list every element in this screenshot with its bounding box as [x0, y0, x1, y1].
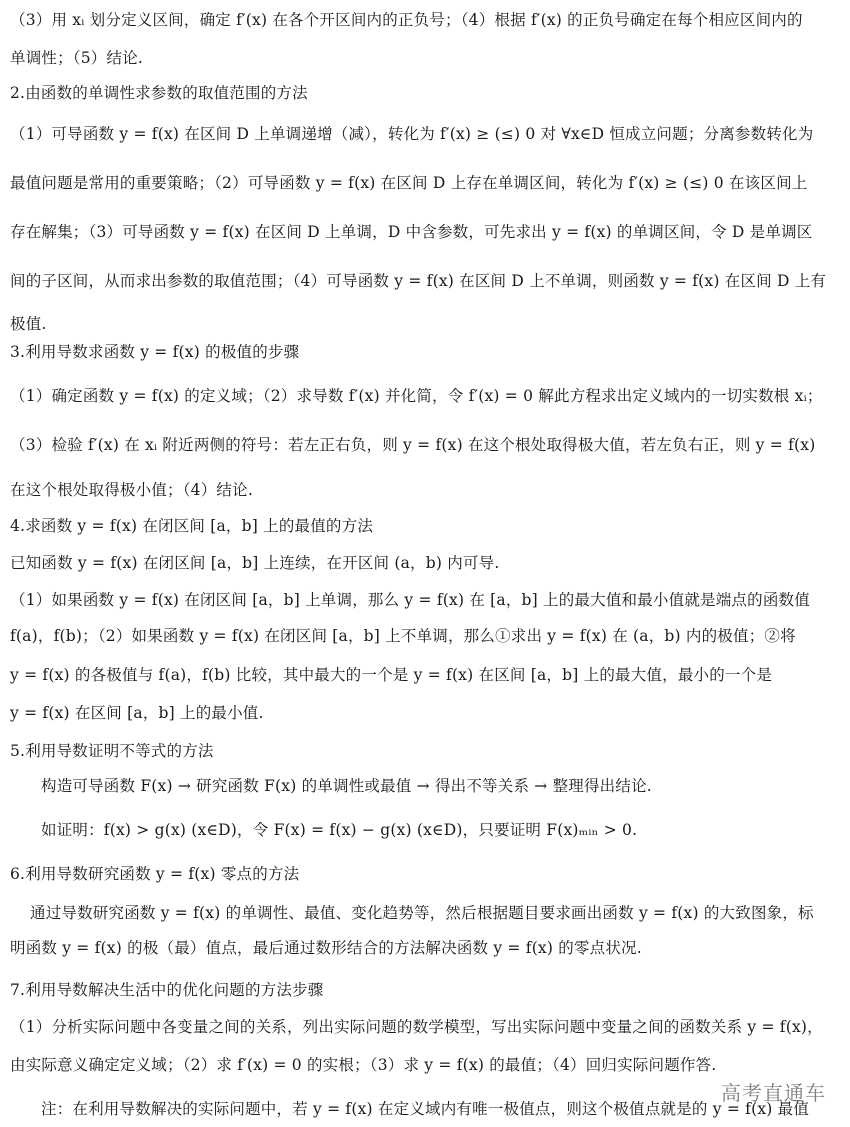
text-line: 极值.: [10, 315, 47, 333]
section-heading: 2.由函数的单调性求参数的取值范围的方法: [10, 84, 308, 102]
text-line: 存在解集；（3）可导函数 y = f(x) 在区间 D 上单调，D 中含参数，可先求出 y = f(x) 的单调区间，令 D 是单调区: [10, 223, 813, 241]
text-line: （3）检验 f′(x) 在 xᵢ 附近两侧的符号：若左正右负，则 y = f(x) 在这个根处取得极大值，若左负右正，则 y = f(x): [10, 436, 816, 454]
section-heading: 6.利用导数研究函数 y = f(x) 零点的方法: [10, 865, 300, 883]
text-line: 构造可导函数 F(x) → 研究函数 F(x) 的单调性或最值 → 得出不等关系 → 整理得出结论.: [41, 777, 652, 795]
text-line: （1）可导函数 y = f(x) 在区间 D 上单调递增（减），转化为 f′(x) ≥ (≤) 0 对 ∀x∈D 恒成立问题；分离参数转化为: [10, 125, 814, 143]
section-heading: 7.利用导数解决生活中的优化问题的方法步骤: [10, 981, 324, 999]
text-line: y = f(x) 在区间 [a，b] 上的最小值.: [10, 704, 264, 722]
text-line: （1）确定函数 y = f(x) 的定义域；（2）求导数 f′(x) 并化简，令 f′(x) = 0 解此方程求出定义域内的一切实数根 xᵢ；: [10, 387, 823, 405]
text-line: 通过导数研究函数 y = f(x) 的单调性、最值、变化趋势等，然后根据题目要求画出函数 y = f(x) 的大致图象，标: [30, 904, 814, 922]
text-line: 注：在利用导数解决的实际问题中，若 y = f(x) 在定义域内有唯一极值点，则这个极值点就是的 y = f(x) 最值: [41, 1100, 810, 1118]
text-line: （3）用 xᵢ 划分定义区间，确定 f′(x) 在各个开区间内的正负号；（4）根据 f′(x) 的正负号确定在每个相应区间内的: [10, 11, 803, 29]
text-line: 最值问题是常用的重要策略；（2）可导函数 y = f(x) 在区间 D 上存在单调区间，转化为 f′(x) ≥ (≤) 0 在该区间上: [10, 174, 808, 192]
watermark-logo: 高考直通车: [721, 1081, 826, 1105]
text-line: 已知函数 y = f(x) 在闭区间 [a，b] 上连续，在开区间 (a，b) 内可导.: [10, 554, 500, 572]
text-line: f(a)，f(b)；（2）如果函数 y = f(x) 在闭区间 [a，b] 上不单调，那么①求出 y = f(x) 在 (a，b) 内的极值；②将: [10, 627, 796, 645]
text-line: 由实际意义确定定义域；（2）求 f′(x) = 0 的实根；（3）求 y = f(x) 的最值；（4）回归实际问题作答.: [10, 1056, 717, 1074]
text-line: 间的子区间，从而求出参数的取值范围；（4）可导函数 y = f(x) 在区间 D 上不单调，则函数 y = f(x) 在区间 D 上有: [10, 272, 827, 290]
text-line: 单调性；（5）结论.: [10, 49, 144, 67]
text-line: （1）如果函数 y = f(x) 在闭区间 [a，b] 上单调，那么 y = f(x) 在 [a，b] 上的最大值和最小值就是端点的函数值: [10, 591, 810, 609]
text-line: y = f(x) 的各极值与 f(a)，f(b) 比较，其中最大的一个是 y = f(x) 在区间 [a，b] 上的最大值，最小的一个是: [10, 666, 773, 684]
text-line: 在这个根处取得极小值；（4）结论.: [10, 481, 253, 499]
section-heading: 3.利用导数求函数 y = f(x) 的极值的步骤: [10, 343, 300, 361]
text-line: 如证明：f(x) > g(x) (x∈D)，令 F(x) = f(x) − g(x) (x∈D)，只要证明 F(x)ₘᵢₙ > 0.: [41, 821, 638, 839]
section-heading: 5.利用导数证明不等式的方法: [10, 742, 214, 760]
text-line: （1）分析实际问题中各变量之间的关系，列出实际问题的数学模型，写出实际问题中变量之间的函数关系 y = f(x)，: [10, 1018, 823, 1036]
section-heading: 4.求函数 y = f(x) 在闭区间 [a，b] 上的最值的方法: [10, 517, 374, 535]
text-line: 明函数 y = f(x) 的极（最）值点，最后通过数形结合的方法解决函数 y = f(x) 的零点状况.: [10, 939, 642, 957]
